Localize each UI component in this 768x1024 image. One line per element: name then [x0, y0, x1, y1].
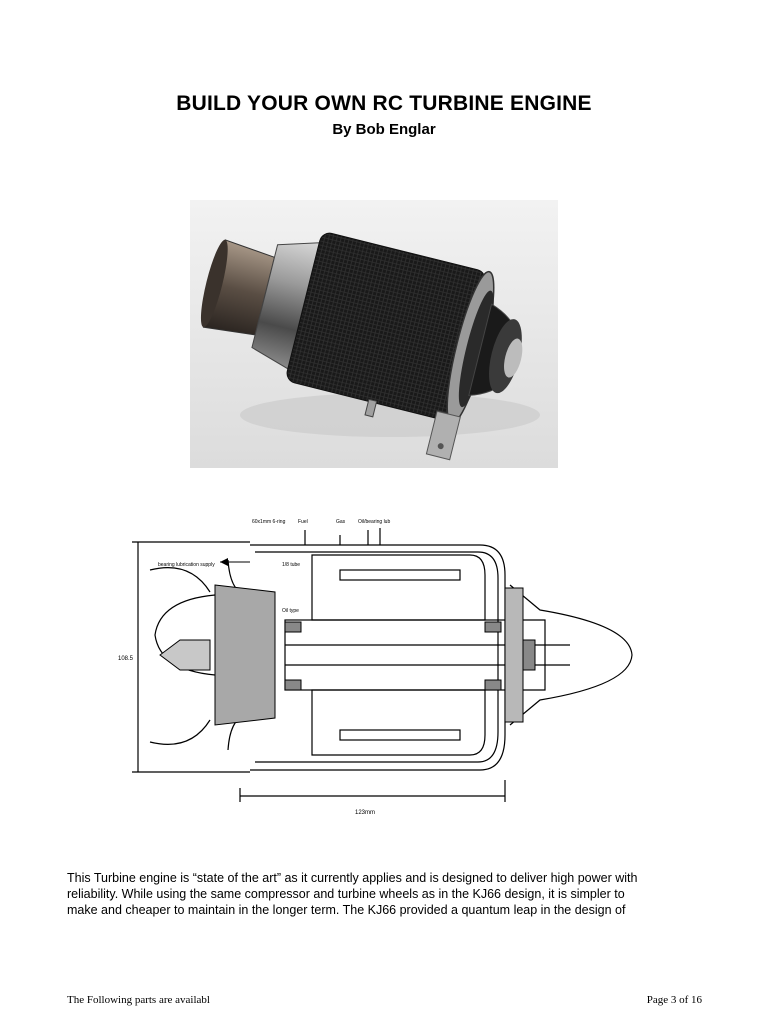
- turbine-engine-photo: [190, 200, 558, 468]
- label-oil: Oil/bearing lub: [358, 519, 391, 525]
- label-gas: Gas: [336, 519, 346, 525]
- body-line: reliability. While using the same compressor and turbine wheels as in the KJ66 design, it is simpler to: [67, 887, 625, 901]
- label-fuel: Fuel: [298, 519, 308, 525]
- label-type: Oil type: [282, 608, 299, 614]
- label-o-ring: 60x1mm 6-ring: [252, 519, 286, 525]
- body-line: make and cheaper to maintain in the longer term. The KJ66 provided a quantum leap in the design of: [67, 903, 626, 917]
- footer-note: The Following parts are availabl: [67, 994, 210, 1006]
- label-tube: 1/8 tube: [282, 562, 301, 568]
- label-diameter: 108.5: [118, 656, 134, 662]
- label-length: 123mm: [355, 810, 376, 816]
- turbine-cross-section-diagram: [100, 500, 660, 830]
- document-title: BUILD YOUR OWN RC TURBINE ENGINE: [176, 92, 592, 115]
- body-line: This Turbine engine is “state of the art” as it currently applies and is designed to deliver high power with: [67, 871, 638, 885]
- page-number: Page 3 of 16: [646, 994, 702, 1006]
- document-byline: By Bob Englar: [332, 121, 436, 138]
- label-bearing-lub: bearing lubrication supply: [158, 562, 215, 568]
- body-paragraph: [67, 870, 707, 918]
